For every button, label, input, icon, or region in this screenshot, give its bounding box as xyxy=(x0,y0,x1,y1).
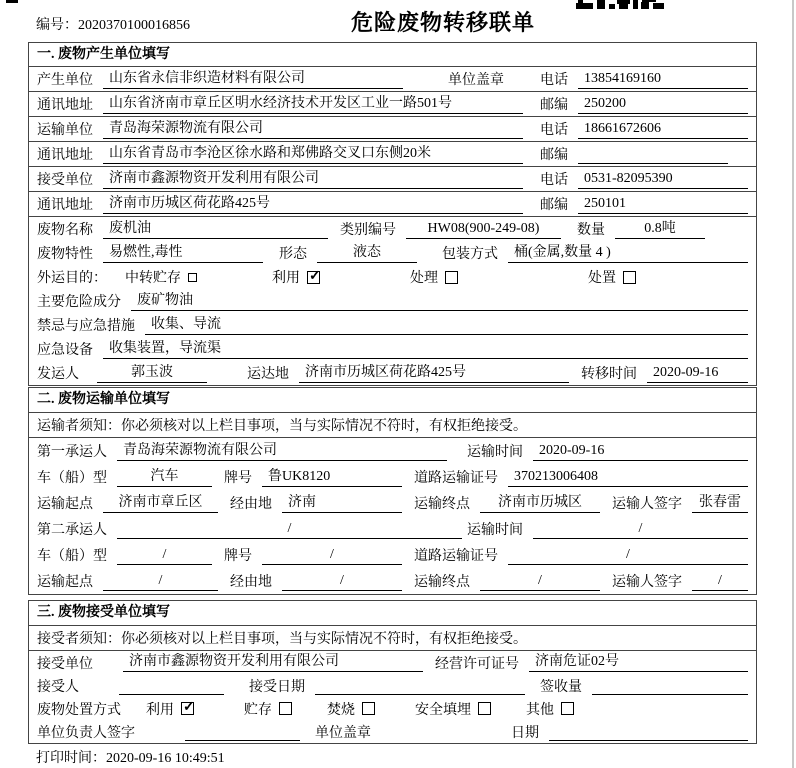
section-producer xyxy=(28,42,757,386)
vehicle2-plate-value: / xyxy=(262,546,402,565)
hazard-component-value: 废矿物油 xyxy=(131,292,748,311)
producer-unit-label: 产生单位 xyxy=(37,73,93,88)
producer-zip-label: 邮编 xyxy=(540,98,568,113)
carrier1-time-label: 运输时间 xyxy=(467,445,523,460)
waste-property-value: 易燃性,毒性 xyxy=(103,244,263,263)
dispatcher-value: 郭玉波 xyxy=(97,364,207,383)
transport-notice-text: 运输者须知：你必须核对以上栏目事项，当与实际情况不符时，有权拒绝接受。 xyxy=(37,419,527,434)
vehicle1-license-value: 370213006408 xyxy=(508,468,748,487)
purpose-dispose-label: 处置 xyxy=(588,271,616,286)
seal-date-value xyxy=(549,722,748,741)
waste-form-label: 形态 xyxy=(279,247,307,262)
transporter-unit-row xyxy=(29,117,756,142)
purpose-utilize-label: 利用 xyxy=(272,271,300,286)
page-title: 危险废物转移联单 xyxy=(350,10,535,35)
transfer-time-label: 转移时间 xyxy=(581,367,637,382)
route2-sign-value: / xyxy=(692,572,748,591)
signature-row xyxy=(29,720,756,743)
emergency-equipment-label: 应急设备 xyxy=(37,343,93,358)
route1-row xyxy=(29,490,756,516)
route2-sign-label: 运输人签字 xyxy=(612,575,682,590)
waste-name-label: 废物名称 xyxy=(37,223,93,238)
print-time-value: 2020-09-16 10:49:51 xyxy=(106,751,225,766)
transport-notice-row xyxy=(29,413,756,438)
purpose-dispose-checkbox xyxy=(623,271,636,284)
disposal-landfill-checkbox xyxy=(478,702,491,715)
vehicle1-plate-value: 鲁UK8120 xyxy=(262,468,402,487)
vehicle2-license-value: / xyxy=(508,546,748,565)
receiver-phone-value: 0531-82095390 xyxy=(578,170,748,189)
transporter-unit-label: 运输单位 xyxy=(37,123,93,138)
producer-address-label: 通讯地址 xyxy=(37,98,93,113)
transporter-address-row xyxy=(29,142,756,167)
disposal-other-checkbox xyxy=(561,702,574,715)
route1-end-value: 济南市历城区 xyxy=(480,494,600,513)
disposal-incinerate-checkbox xyxy=(362,702,375,715)
serial-number: 2020370100016856 xyxy=(78,18,190,33)
accept-date-label: 接受日期 xyxy=(249,679,305,695)
section-transport-title: 二. 废物运输单位填写 xyxy=(29,388,756,413)
emergency-equipment-row xyxy=(29,337,756,361)
carrier2-row xyxy=(29,516,756,542)
transporter-unit-value: 青岛海荣源物流有限公司 xyxy=(103,120,523,139)
vehicle2-plate-label: 牌号 xyxy=(224,549,252,564)
receiver-unit-value: 济南市鑫源物资开发利用有限公司 xyxy=(103,170,523,189)
waste-property-row xyxy=(29,241,756,265)
disposal-other-label: 其他 xyxy=(526,702,554,718)
window-edge-line xyxy=(792,0,794,768)
vehicle2-row xyxy=(29,542,756,568)
producer-zip-value: 250200 xyxy=(578,95,748,114)
producer-unit-row xyxy=(29,67,756,92)
route2-via-value: / xyxy=(282,572,402,591)
receiver-zip-label: 邮编 xyxy=(540,198,568,213)
unit-seal-label-2: 单位盖章 xyxy=(315,725,371,741)
transporter-phone-value: 18661672606 xyxy=(578,120,748,139)
disposal-option-incinerate xyxy=(327,699,375,719)
route1-via-value: 济南 xyxy=(282,494,402,513)
disposal-store-checkbox xyxy=(279,702,292,715)
unit-seal-label: 单位盖章 xyxy=(448,73,504,88)
print-time-line xyxy=(36,747,225,767)
screen-edge-artifact xyxy=(6,0,18,3)
hazard-component-label: 主要危险成分 xyxy=(37,295,121,310)
purpose-utilize-checkbox xyxy=(307,271,320,284)
vehicle1-license-label: 道路运输证号 xyxy=(414,471,498,486)
purpose-treat-checkbox xyxy=(445,271,458,284)
taboo-measures-value: 收集、导流 xyxy=(145,316,748,335)
disposal-option-store xyxy=(244,699,292,719)
transfer-purpose-row xyxy=(29,265,756,289)
receiver-address-row xyxy=(29,192,756,217)
producer-unit-value: 山东省永信非织造材料有限公司 xyxy=(103,70,403,89)
carrier1-value: 青岛海荣源物流有限公司 xyxy=(117,442,447,461)
vehicle1-type-label: 车（船）型 xyxy=(37,471,107,486)
producer-phone-value: 13854169160 xyxy=(578,70,748,89)
section-transport xyxy=(28,387,757,595)
purpose-option-dispose xyxy=(588,267,636,287)
receive-unit-value: 济南市鑫源物资开发利用有限公司 xyxy=(123,653,423,672)
route1-sign-label: 运输人签字 xyxy=(612,497,682,512)
route2-row xyxy=(29,568,756,594)
waste-property-label: 废物特性 xyxy=(37,247,93,262)
route2-start-label: 运输起点 xyxy=(37,575,93,590)
carrier2-time-value: / xyxy=(533,520,748,539)
carrier1-time-value: 2020-09-16 xyxy=(533,442,748,461)
signed-amount-value xyxy=(592,676,748,695)
acceptor-label: 接受人 xyxy=(37,679,79,695)
receiver-zip-value: 250101 xyxy=(578,195,748,214)
disposal-store-label: 贮存 xyxy=(244,702,272,718)
disposal-utilize-checkbox xyxy=(181,702,194,715)
destination-label: 运达地 xyxy=(247,367,289,382)
waste-quantity-value: 0.8吨 xyxy=(615,220,705,239)
waste-quantity-label: 数量 xyxy=(577,223,605,238)
receiver-address-label: 通讯地址 xyxy=(37,198,93,213)
vehicle2-type-label: 车（船）型 xyxy=(37,549,107,564)
responsible-signature-label: 单位负责人签字 xyxy=(37,725,135,741)
receiver-unit-row xyxy=(29,167,756,192)
route1-start-value: 济南市章丘区 xyxy=(103,494,218,513)
route2-start-value: / xyxy=(103,572,218,591)
purpose-treat-label: 处理 xyxy=(410,271,438,286)
producer-address-row xyxy=(29,92,756,117)
disposal-landfill-label: 安全填埋 xyxy=(415,702,471,718)
route1-start-label: 运输起点 xyxy=(37,497,93,512)
receiver-phone-label: 电话 xyxy=(540,173,568,188)
route1-via-label: 经由地 xyxy=(230,497,272,512)
receive-notice-row xyxy=(29,626,756,651)
vehicle2-type-value: / xyxy=(117,546,212,565)
waste-category-value: HW08(900-249-08) xyxy=(406,220,561,239)
transporter-address-label: 通讯地址 xyxy=(37,148,93,163)
vehicle1-row xyxy=(29,464,756,490)
route2-end-value: / xyxy=(480,572,600,591)
route2-end-label: 运输终点 xyxy=(414,575,470,590)
route1-sign-value: 张春雷 xyxy=(692,494,748,513)
purpose-option-transit xyxy=(125,267,197,287)
print-time-label: 打印时间： xyxy=(36,751,106,766)
taboo-measures-row xyxy=(29,313,756,337)
receiver-address-value: 济南市历城区荷花路425号 xyxy=(103,195,523,214)
section-receive-title: 三. 废物接受单位填写 xyxy=(29,601,756,626)
route2-via-label: 经由地 xyxy=(230,575,272,590)
seal-date-label: 日期 xyxy=(511,725,539,741)
packing-label: 包装方式 xyxy=(442,247,498,262)
vehicle2-license-label: 道路运输证号 xyxy=(414,549,498,564)
acceptor-value xyxy=(119,676,224,695)
responsible-signature-value xyxy=(185,722,300,741)
transfer-time-value: 2020-09-16 xyxy=(647,364,748,383)
vehicle1-plate-label: 牌号 xyxy=(224,471,252,486)
transporter-zip-value xyxy=(578,145,728,164)
disposal-utilize-label: 利用 xyxy=(146,702,174,718)
qr-code-icon xyxy=(576,0,664,9)
destination-value: 济南市历城区荷花路425号 xyxy=(299,364,569,383)
purpose-option-utilize xyxy=(272,267,320,287)
transporter-phone-label: 电话 xyxy=(540,123,568,138)
emergency-equipment-value: 收集装置，导流渠 xyxy=(103,340,748,359)
taboo-measures-label: 禁忌与应急措施 xyxy=(37,319,135,334)
carrier2-time-label: 运输时间 xyxy=(467,523,523,538)
dispatcher-row xyxy=(29,361,756,385)
purpose-transit-checkbox xyxy=(188,273,197,282)
signed-amount-label: 签收量 xyxy=(540,679,582,695)
waste-name-row xyxy=(29,217,756,241)
operating-license-label: 经营许可证号 xyxy=(435,656,519,672)
receiver-unit-label: 接受单位 xyxy=(37,173,93,188)
disposal-option-other xyxy=(526,699,574,719)
route1-end-label: 运输终点 xyxy=(414,497,470,512)
transfer-purpose-label: 外运目的： xyxy=(37,271,107,286)
carrier2-value: / xyxy=(117,520,462,539)
carrier1-label: 第一承运人 xyxy=(37,445,107,460)
producer-address-value: 山东省济南市章丘区明水经济技术开发区工业一路501号 xyxy=(103,95,523,114)
waste-name-value: 废机油 xyxy=(103,220,328,239)
disposal-incinerate-label: 焚烧 xyxy=(327,702,355,718)
receive-unit-label: 接受单位 xyxy=(37,656,93,672)
accept-date-value xyxy=(315,676,525,695)
dispatcher-label: 发运人 xyxy=(37,367,79,382)
waste-category-label: 类别编号 xyxy=(340,223,396,238)
disposal-method-label: 废物处置方式 xyxy=(37,702,121,718)
section-producer-title: 一. 废物产生单位填写 xyxy=(29,43,756,67)
operating-license-value: 济南危证02号 xyxy=(529,653,748,672)
packing-value: 桶(金属,数量 4 ) xyxy=(508,244,748,263)
waste-form-value: 液态 xyxy=(317,244,417,263)
disposal-option-utilize xyxy=(146,699,194,719)
disposal-method-row xyxy=(29,697,756,720)
producer-phone-label: 电话 xyxy=(540,73,568,88)
section-receive xyxy=(28,600,757,744)
acceptor-row xyxy=(29,674,756,697)
receive-unit-row xyxy=(29,651,756,674)
hazard-component-row xyxy=(29,289,756,313)
carrier2-label: 第二承运人 xyxy=(37,523,107,538)
serial-label: 编号： xyxy=(36,18,78,33)
purpose-transit-label: 中转贮存 xyxy=(125,271,181,286)
receive-notice-text: 接受者须知：你必须核对以上栏目事项，当与实际情况不符时，有权拒绝接受。 xyxy=(37,632,527,647)
disposal-option-landfill xyxy=(415,699,491,719)
transporter-zip-label: 邮编 xyxy=(540,148,568,163)
carrier1-row xyxy=(29,438,756,464)
purpose-option-treat xyxy=(410,267,458,287)
vehicle1-type-value: 汽车 xyxy=(117,468,212,487)
transporter-address-value: 山东省青岛市李沧区徐水路和郑佛路交叉口东侧20米 xyxy=(103,145,523,164)
